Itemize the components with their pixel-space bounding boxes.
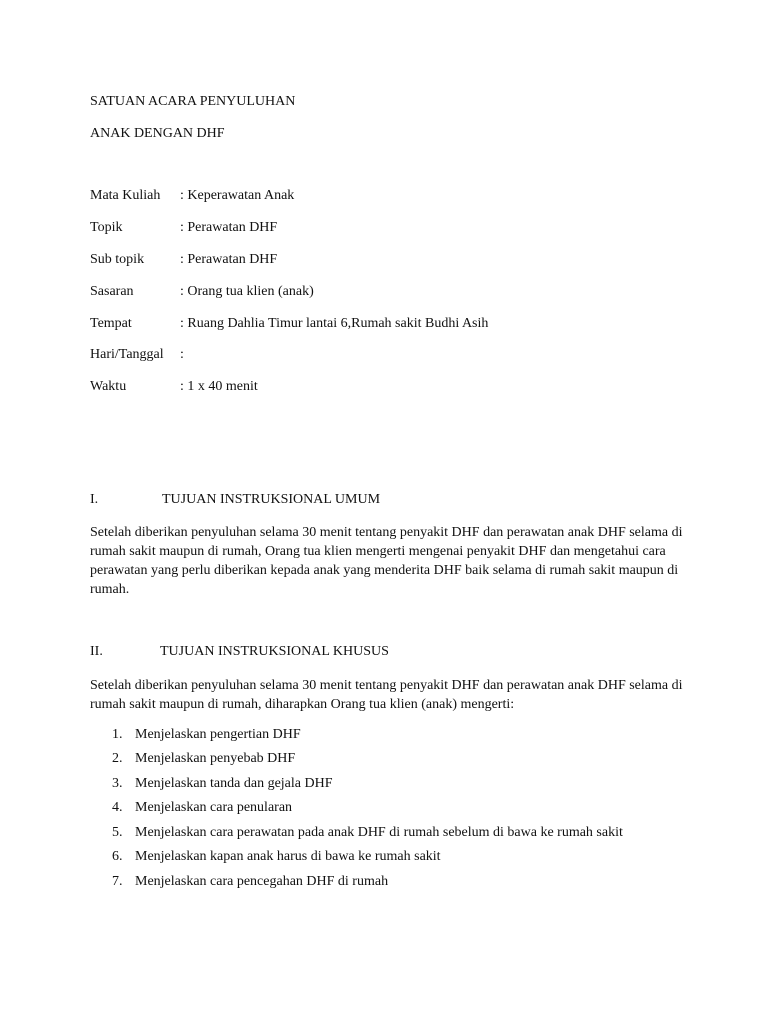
paragraph-line: perawatan yang perlu diberikan kepada anak yang menderita DHF baik selama di rumah sakit maupun di	[90, 563, 679, 578]
meta-label: Mata Kuliah	[90, 188, 161, 203]
list-number: 3.	[112, 776, 123, 791]
list-text: Menjelaskan kapan anak harus di bawa ke rumah sakit	[135, 849, 441, 864]
meta-value: : 1 x 40 menit	[180, 379, 258, 394]
section-paragraph-khusus	[90, 676, 690, 714]
list-text: Menjelaskan penyebab DHF	[135, 751, 296, 766]
list-number: 5.	[112, 825, 123, 840]
list-number: 1.	[112, 727, 123, 742]
section-paragraph-umum	[90, 523, 690, 599]
paragraph-line: Setelah diberikan penyuluhan selama 30 menit tentang penyakit DHF dan perawatan anak DHF selama di	[90, 525, 683, 540]
meta-label: Sasaran	[90, 284, 134, 299]
list-text: Menjelaskan cara perawatan pada anak DHF di rumah sebelum di bawa ke rumah sakit	[135, 825, 623, 840]
list-text: Menjelaskan tanda dan gejala DHF	[135, 776, 333, 791]
meta-value: : Orang tua klien (anak)	[180, 284, 314, 299]
section-title: TUJUAN INSTRUKSIONAL KHUSUS	[160, 644, 389, 659]
meta-label: Hari/Tanggal	[90, 347, 164, 362]
meta-label: Waktu	[90, 379, 127, 394]
paragraph-line: Setelah diberikan penyuluhan selama 30 menit tentang penyakit DHF dan perawatan anak DHF selama di	[90, 678, 683, 693]
list-number: 4.	[112, 800, 123, 815]
list-number: 6.	[112, 849, 123, 864]
meta-value: : Keperawatan Anak	[180, 188, 295, 203]
paragraph-line: rumah sakit maupun di rumah, diharapkan Orang tua klien (anak) mengerti:	[90, 697, 515, 712]
meta-label: Tempat	[90, 316, 132, 331]
section-number: I.	[90, 492, 99, 507]
document-title: SATUAN ACARA PENYULUHAN	[90, 94, 296, 109]
list-text: Menjelaskan cara penularan	[135, 800, 293, 815]
meta-value: : Ruang Dahlia Timur lantai 6,Rumah sakit Budhi Asih	[180, 316, 489, 331]
meta-value: :	[180, 347, 184, 362]
meta-label: Sub topik	[90, 252, 145, 267]
list-text: Menjelaskan pengertian DHF	[135, 727, 301, 742]
list-number: 2.	[112, 751, 123, 766]
meta-label: Topik	[90, 220, 123, 235]
list-number: 7.	[112, 874, 123, 889]
section-title: TUJUAN INSTRUKSIONAL UMUM	[162, 492, 381, 507]
document-subtitle: ANAK DENGAN DHF	[90, 126, 225, 141]
list-text: Menjelaskan cara pencegahan DHF di rumah	[135, 874, 389, 889]
meta-value: : Perawatan DHF	[180, 252, 278, 267]
section-number: II.	[90, 644, 103, 659]
paragraph-line: rumah.	[90, 582, 130, 597]
meta-value: : Perawatan DHF	[180, 220, 278, 235]
paragraph-line: rumah sakit maupun di rumah, Orang tua klien mengerti mengenai penyakit DHF dan mengetahui cara	[90, 544, 666, 559]
